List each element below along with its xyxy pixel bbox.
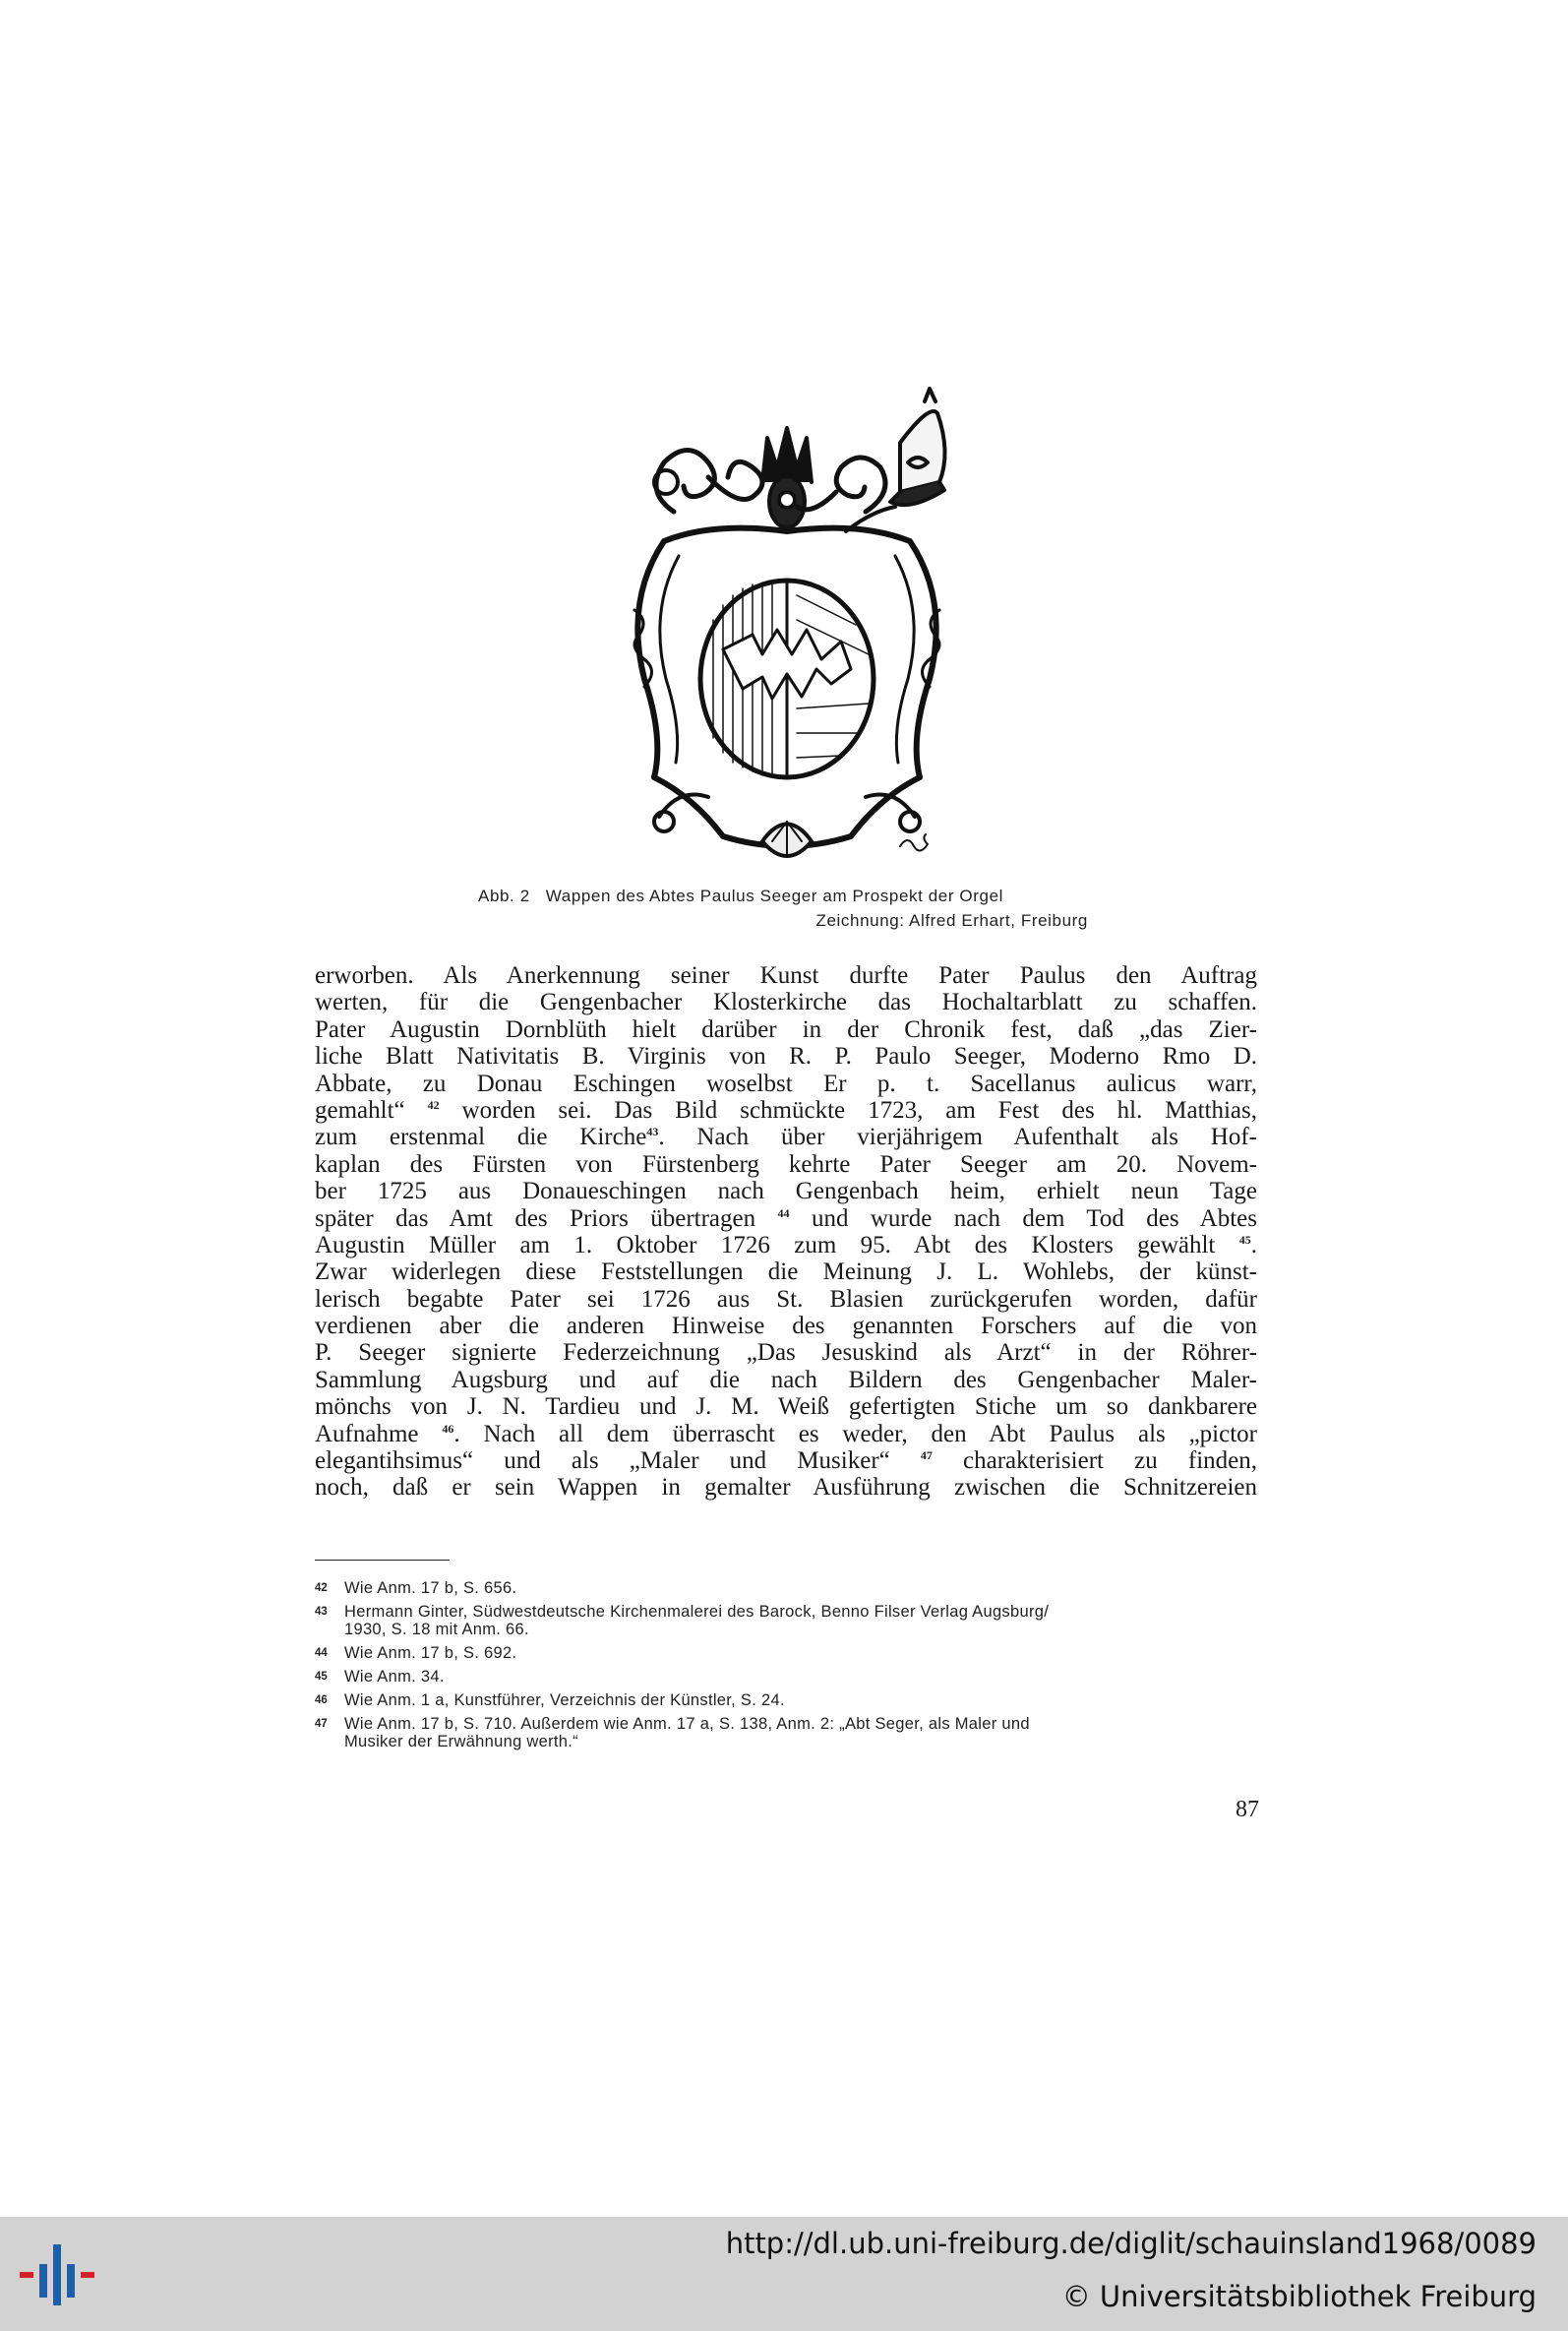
footnote-text: Wie Anm. 17 b, S. 692. xyxy=(344,1644,517,1662)
footnote-reference[interactable]: 44 xyxy=(777,1205,790,1220)
footer-bar xyxy=(0,2217,1568,2331)
coat-of-arms-drawing xyxy=(605,384,969,876)
body-line: Pater Augustin Dornblüth hielt darüber in der Chronik fest, daß „das Zier- xyxy=(315,1015,1257,1043)
body-line: verdienen aber die anderen Hinweise des genannten Forschers auf die von xyxy=(315,1313,1257,1340)
body-line: Abbate, zu Donau Eschingen woselbst Er p. t. Sacellanus aulicus warr, xyxy=(315,1070,1257,1097)
footnote-reference[interactable]: 46 xyxy=(442,1421,454,1436)
body-text-segment: . xyxy=(1250,1231,1257,1258)
caption-title: Wappen des Abtes Paulus Seeger am Prospekt der Orgel xyxy=(545,887,1004,905)
body-text-segment: später das Amt des Priors übertragen xyxy=(315,1204,778,1232)
footnotes xyxy=(315,1579,1259,1756)
footnote-divider xyxy=(315,1560,450,1561)
footnote xyxy=(315,1579,1259,1597)
body-line: Sammlung Augsburg und auf die nach Bildern des Gengenbacher Maler- xyxy=(315,1366,1257,1393)
figure-caption xyxy=(478,884,1088,933)
ub-freiburg-logo-icon xyxy=(18,2239,100,2311)
body-line: mönchs von J. N. Tardieu und J. M. Weiß gefertigten Stiche um so dankbarere xyxy=(315,1393,1257,1421)
body-text-segment: und wurde nach dem Tod des Abtes xyxy=(789,1204,1257,1232)
caption-line xyxy=(478,884,1088,908)
caption-credit: Zeichnung: Alfred Erhart, Freiburg xyxy=(815,911,1088,930)
body-line: werten, für die Gengenbacher Klosterkirche das Hochaltarblatt zu schaffen. xyxy=(315,989,1257,1016)
page-number: 87 xyxy=(1236,1797,1259,1822)
footnote-reference[interactable]: 43 xyxy=(646,1125,659,1139)
footnote-text: Hermann Ginter, Südwestdeutsche Kirchenmalerei des Barock, Benno Filser Verlag Augsburg/ xyxy=(344,1603,1050,1621)
body-line xyxy=(315,1232,1257,1258)
footnote xyxy=(315,1603,1259,1638)
body-text-segment: charakterisiert zu finden, xyxy=(932,1447,1257,1475)
body-line xyxy=(315,1097,1257,1124)
footnote-text: Wie Anm. 1 a, Kunstführer, Verzeichnis der Künstler, S. 24. xyxy=(344,1691,785,1709)
body-text-segment: . Nach all dem überrascht es weder, den Abt Paulus als „pictor xyxy=(453,1420,1257,1447)
footnote-reference[interactable]: 45 xyxy=(1238,1232,1251,1247)
body-text-segment: Aufnahme xyxy=(315,1420,443,1447)
footnote-number: 42 xyxy=(315,1582,328,1594)
body-line xyxy=(315,1205,1257,1232)
footnote-number: 45 xyxy=(315,1671,328,1683)
footnote-text-continued: 1930, S. 18 mit Anm. 66. xyxy=(344,1621,529,1638)
body-line: lerisch begabte Pater sei 1726 aus St. Blasien zurückgerufen worden, dafür xyxy=(315,1285,1257,1313)
footnote-text: Wie Anm. 17 b, S. 710. Außerdem wie Anm. 17 a, S. 138, Anm. 2: „Abt Seger, als Maler und xyxy=(344,1715,1030,1733)
body-line xyxy=(315,1124,1257,1150)
body-text xyxy=(315,962,1257,1502)
footnote-reference[interactable]: 42 xyxy=(427,1097,440,1112)
body-line: noch, daß er sein Wappen in gemalter Ausführung zwischen die Schnitzereien xyxy=(315,1474,1257,1502)
footnote-reference[interactable]: 47 xyxy=(920,1448,933,1463)
body-line: Zwar widerlegen diese Feststellungen die Meinung J. L. Wohlebs, der künst- xyxy=(315,1258,1257,1286)
body-line: liche Blatt Nativitatis B. Virginis von R. P. Paulo Seeger, Moderno Rmo D. xyxy=(315,1043,1257,1071)
coat-of-arms-figure xyxy=(605,384,969,876)
footer-copyright: © Universitätsbibliothek Freiburg xyxy=(1061,2280,1537,2313)
footnote-number: 44 xyxy=(315,1647,328,1659)
body-text-segment: Augustin Müller am 1. Oktober 1726 zum 95. Abt des Klosters gewählt xyxy=(315,1231,1239,1258)
footnote-number: 46 xyxy=(315,1694,328,1706)
body-line: ber 1725 aus Donaueschingen nach Gengenbach heim, erhielt neun Tage xyxy=(315,1178,1257,1205)
body-text-segment: worden sei. Das Bild schmückte 1723, am Fest des hl. Matthias, xyxy=(439,1096,1257,1124)
footer-url-link[interactable]: http://dl.ub.uni-freiburg.de/diglit/schauinsland1968/0089 xyxy=(725,2227,1537,2260)
body-text-segment: . Nach über vierjährigem Aufenthalt als Hof- xyxy=(658,1124,1257,1151)
footnote-number: 43 xyxy=(315,1606,328,1618)
footnote xyxy=(315,1691,1259,1709)
footnote-text: Wie Anm. 17 b, S. 656. xyxy=(344,1579,517,1597)
footnote-number: 47 xyxy=(315,1718,328,1730)
footnote-text-continued: Musiker der Erwähnung werth.“ xyxy=(344,1733,578,1750)
body-line: erworben. Als Anerkennung seiner Kunst durfte Pater Paulus den Auftrag xyxy=(315,962,1257,989)
caption-label: Abb. 2 xyxy=(478,887,530,905)
body-line xyxy=(315,1447,1257,1474)
footnote xyxy=(315,1715,1259,1750)
footnote xyxy=(315,1668,1259,1686)
body-line: P. Seeger signierte Federzeichnung „Das Jesuskind als Arzt“ in der Röhrer- xyxy=(315,1339,1257,1367)
body-text-segment: elegantihsimus“ und als „Maler und Musiker“ xyxy=(315,1447,921,1475)
body-text-segment: gemahlt“ xyxy=(315,1096,428,1124)
body-text-segment: zum erstenmal die Kirche xyxy=(315,1124,647,1151)
footnote-text: Wie Anm. 34. xyxy=(344,1668,445,1686)
body-line xyxy=(315,1421,1257,1447)
body-line: kaplan des Fürsten von Fürstenberg kehrte Pater Seeger am 20. Novem- xyxy=(315,1150,1257,1178)
footnote xyxy=(315,1644,1259,1662)
